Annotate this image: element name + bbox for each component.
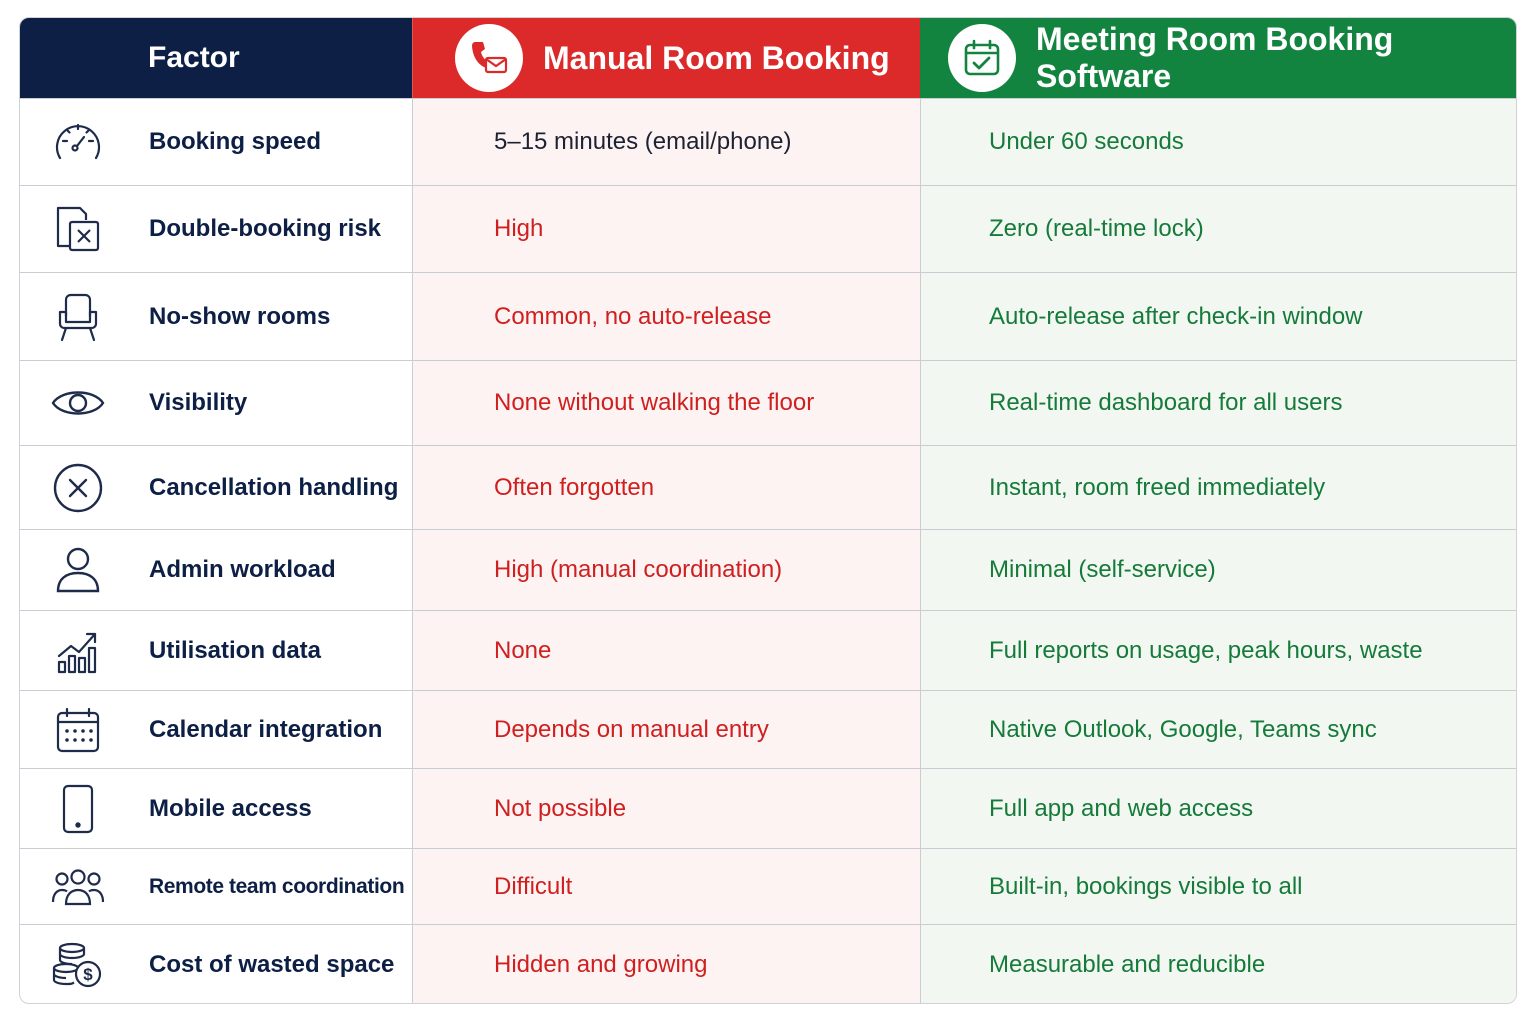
software-value: Native Outlook, Google, Teams sync bbox=[989, 715, 1377, 743]
manual-value: Not possible bbox=[494, 794, 627, 822]
manual-value: None bbox=[494, 636, 552, 664]
circle-x-icon bbox=[46, 446, 110, 529]
calendar-icon bbox=[46, 691, 110, 768]
header-factor-label: Factor bbox=[148, 41, 240, 74]
factor-label: Visibility bbox=[149, 389, 248, 416]
factor-label: Booking speed bbox=[149, 128, 322, 155]
factor-label: Calendar integration bbox=[149, 715, 383, 743]
coins-dollar-icon bbox=[46, 925, 110, 1004]
comparison-table bbox=[19, 17, 1517, 1004]
software-value: Minimal (self-service) bbox=[989, 556, 1216, 583]
software-value: Zero (real-time lock) bbox=[989, 215, 1204, 242]
bar-chart-icon bbox=[46, 611, 110, 690]
factor-label: Remote team coordination bbox=[149, 874, 405, 898]
manual-value: Difficult bbox=[494, 872, 573, 900]
header-software-label: Meeting Room Booking Software bbox=[1036, 21, 1394, 94]
eye-icon bbox=[46, 361, 110, 445]
software-value: Instant, room freed immediately bbox=[989, 473, 1326, 501]
table-row bbox=[20, 610, 1517, 690]
table-row bbox=[20, 98, 1517, 185]
factor-label: Cost of wasted space bbox=[149, 951, 395, 978]
header-factor bbox=[20, 18, 412, 98]
software-value: Full reports on usage, peak hours, waste bbox=[989, 636, 1423, 664]
table-row bbox=[20, 272, 1517, 360]
factor-label: No-show rooms bbox=[149, 302, 331, 330]
svg-text:$: $ bbox=[83, 965, 93, 984]
table-row bbox=[20, 690, 1517, 768]
table-row bbox=[20, 185, 1517, 272]
software-value: Under 60 seconds bbox=[989, 128, 1184, 155]
speedometer-icon bbox=[46, 99, 110, 185]
table-row bbox=[20, 768, 1517, 848]
software-value: Auto-release after check-in window bbox=[989, 302, 1363, 330]
table-row bbox=[20, 360, 1517, 445]
factor-label: Utilisation data bbox=[149, 636, 322, 664]
factor-label: Mobile access bbox=[149, 794, 312, 822]
header-manual bbox=[412, 18, 920, 98]
document-x-icon bbox=[46, 186, 110, 272]
manual-value: None without walking the floor bbox=[494, 389, 815, 416]
team-icon bbox=[46, 849, 110, 924]
user-icon bbox=[46, 530, 110, 610]
factor-label: Cancellation handling bbox=[149, 473, 399, 501]
manual-value: Often forgotten bbox=[494, 473, 655, 501]
factor-label: Admin workload bbox=[149, 556, 336, 583]
header-manual-label: Manual Room Booking bbox=[543, 39, 890, 76]
table-row bbox=[20, 924, 1517, 1004]
software-value: Full app and web access bbox=[989, 794, 1254, 822]
factor-label: Double-booking risk bbox=[149, 215, 382, 242]
calendar-check-icon bbox=[948, 24, 1016, 92]
manual-value: 5–15 minutes (email/phone) bbox=[494, 128, 792, 155]
manual-value: Hidden and growing bbox=[494, 951, 708, 978]
phone-icon bbox=[46, 769, 110, 848]
manual-value: High bbox=[494, 215, 544, 242]
header-software bbox=[920, 18, 1517, 98]
table-row bbox=[20, 529, 1517, 610]
software-value: Built-in, bookings visible to all bbox=[989, 872, 1303, 900]
manual-value: Depends on manual entry bbox=[494, 715, 769, 743]
software-value: Measurable and reducible bbox=[989, 951, 1266, 978]
manual-value: Common, no auto-release bbox=[494, 302, 772, 330]
software-value: Real-time dashboard for all users bbox=[989, 389, 1343, 416]
table-row bbox=[20, 445, 1517, 529]
table-row bbox=[20, 848, 1517, 924]
phone-mail-icon bbox=[455, 24, 523, 92]
manual-value: High (manual coordination) bbox=[494, 556, 783, 583]
chair-icon bbox=[46, 273, 110, 360]
